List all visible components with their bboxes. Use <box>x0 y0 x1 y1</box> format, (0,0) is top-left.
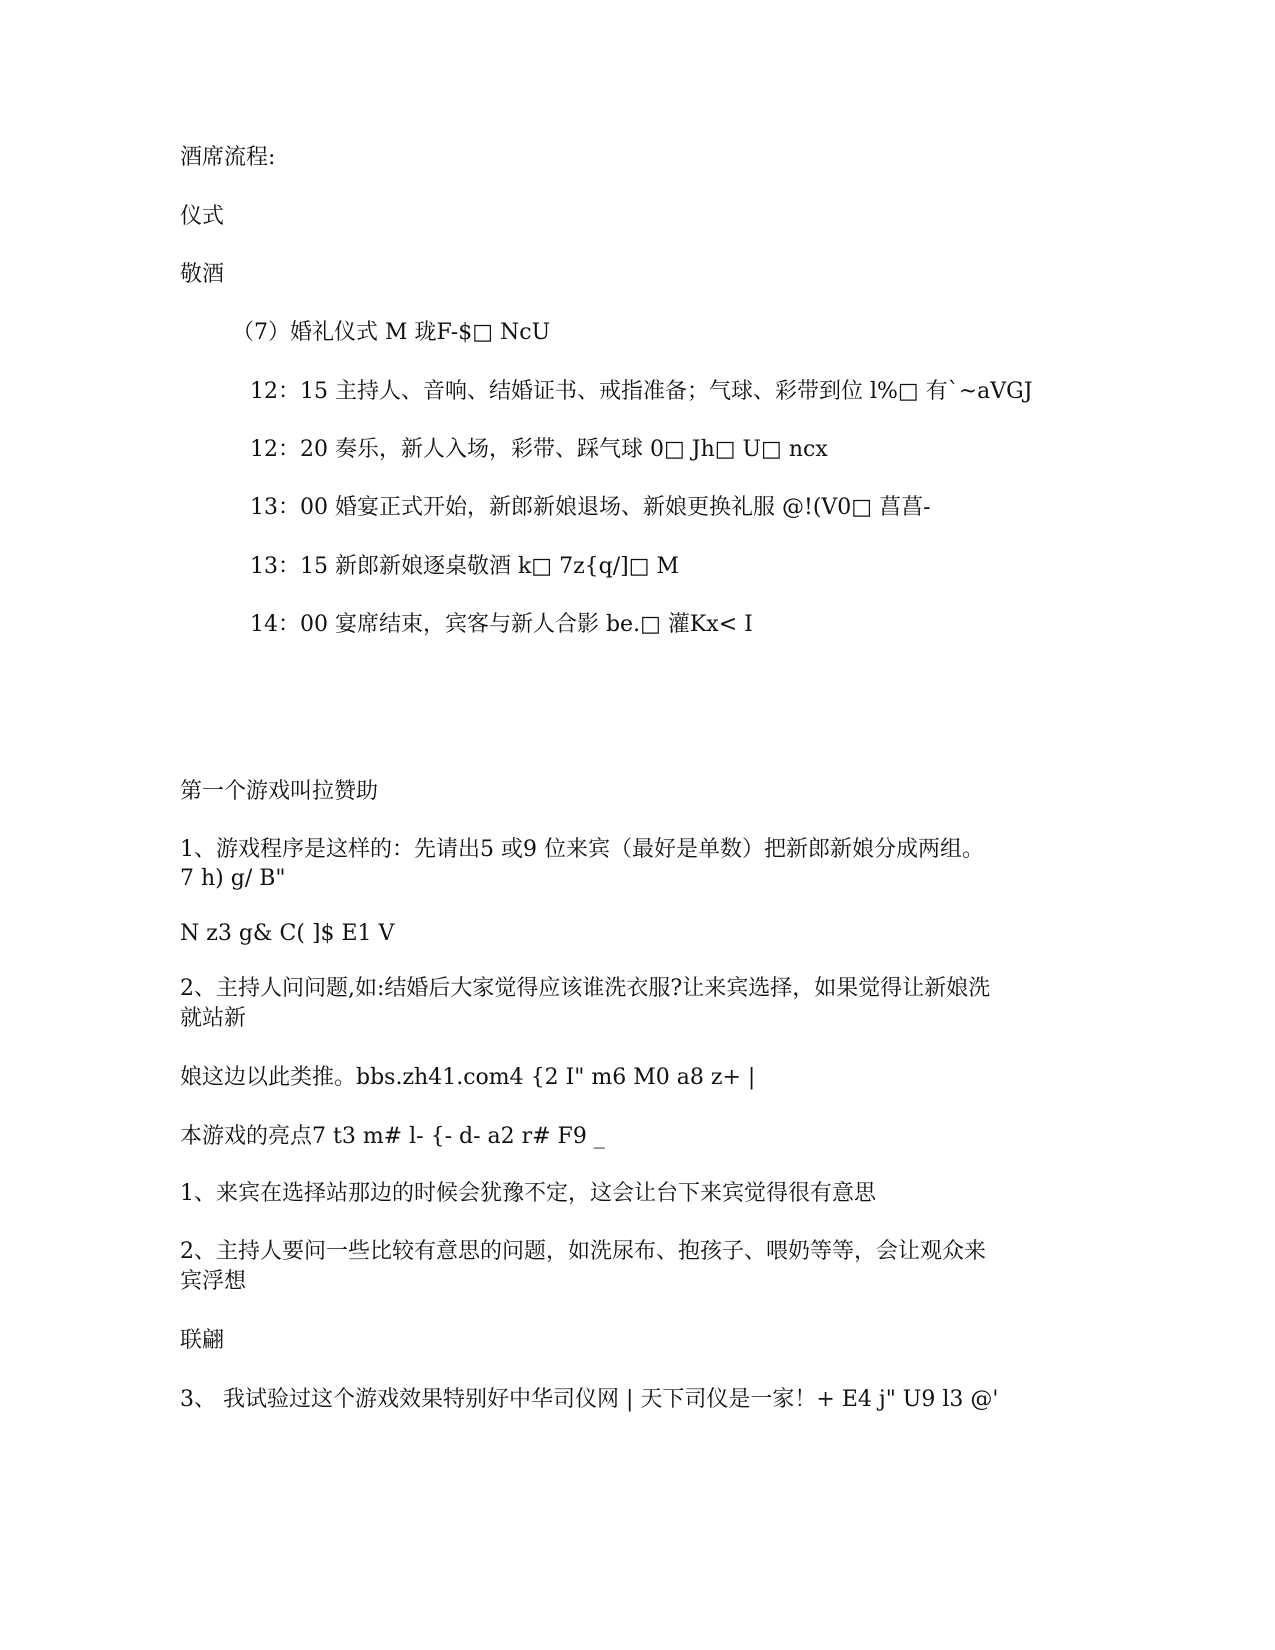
paragraph-line: N z3 g& C( ]$ E1 V <box>180 921 395 946</box>
schedule-item: 13：15 新郎新娘逐桌敬酒 k□ 7z{q/]□ M <box>250 554 680 579</box>
paragraph-line: 娘这边以此类推。bbs.zh41.com4 {2 I" m6 M0 a8 z+ | <box>180 1065 756 1090</box>
paragraph-line: 7 h) g/ B" <box>180 866 286 891</box>
schedule-item: 12：20 奏乐，新人入场，彩带、踩气球 0□ Jh□ U□ ncx <box>250 437 828 462</box>
schedule-item: 13：00 婚宴正式开始，新郎新娘退场、新娘更换礼服 @!(V0□ 菖菖- <box>250 495 931 520</box>
highlight-heading: 本游戏的亮点7 t3 m# l- {- d- a2 r# F9 _ <box>180 1124 605 1149</box>
schedule-item: 14：00 宴席结束，宾客与新人合影 be.□ 灌Kx< I <box>250 612 753 637</box>
paragraph-line: 宾浮想 <box>180 1269 247 1294</box>
heading-banquet-process: 酒席流程: <box>180 145 276 170</box>
game-title: 第一个游戏叫拉赞助 <box>180 779 379 804</box>
section-wedding-ceremony: （7）婚礼仪式 M 珑F-$□ NcU <box>232 320 551 345</box>
heading-toast: 敬酒 <box>180 262 225 287</box>
paragraph-line: 2、主持人问问题,如:结婚后大家觉得应该谁洗衣服?让来宾选择，如果觉得让新娘洗 <box>180 976 991 1001</box>
paragraph-line: 2、主持人要问一些比较有意思的问题，如洗尿布、抱孩子、喂奶等等，会让观众来 <box>180 1239 986 1264</box>
paragraph-line: 联翩 <box>180 1328 225 1353</box>
schedule-item: 12：15 主持人、音响、结婚证书、戒指准备；气球、彩带到位 l%□ 有`~aVGJ <box>250 379 1033 404</box>
paragraph-line: 1、游戏程序是这样的：先请出5 或9 位来宾（最好是单数）把新郎新娘分成两组。 <box>180 837 984 862</box>
heading-ceremony: 仪式 <box>180 204 225 229</box>
paragraph-line: 1、来宾在选择站那边的时候会犹豫不定，这会让台下来宾觉得很有意思 <box>180 1181 876 1206</box>
paragraph-line: 3、 我试验过这个游戏效果特别好中华司仪网 | 天下司仪是一家！+ E4 j" U9 l3 @' <box>180 1387 999 1412</box>
paragraph-line: 就站新 <box>180 1006 247 1031</box>
